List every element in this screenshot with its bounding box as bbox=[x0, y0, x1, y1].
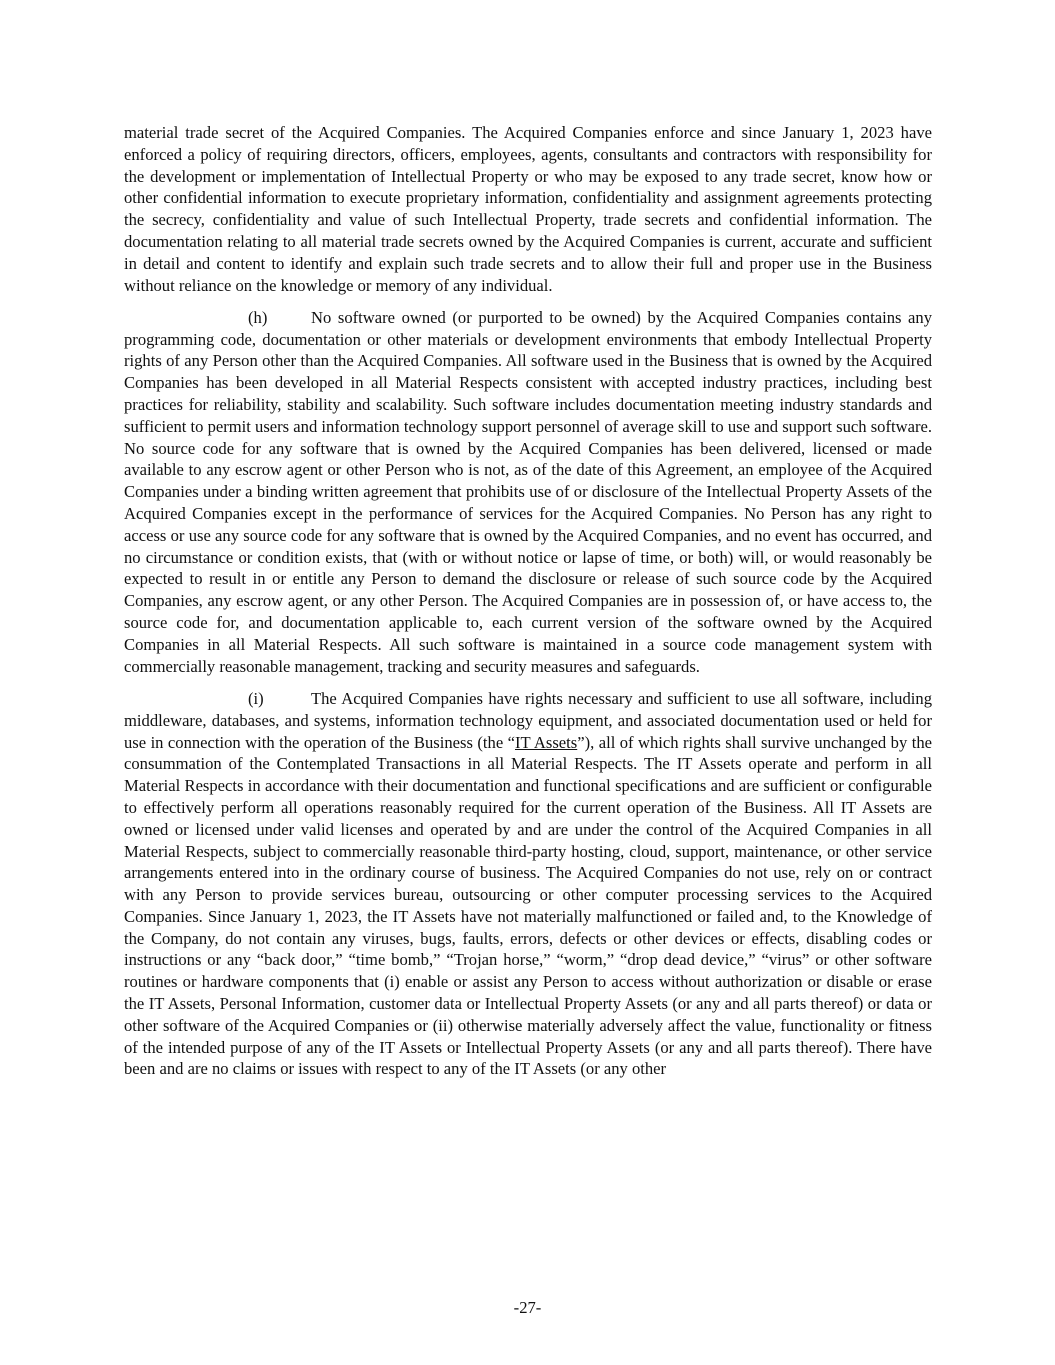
section-label-i: (i) bbox=[248, 688, 264, 708]
page-number: -27- bbox=[513, 1298, 542, 1317]
paragraph-i-text-after: ”), all of which rights shall survive unchanged by the consummation of the Contemplated Transactions in all Material Respects. The IT Assets operate and perform in all Material Respects in accordance with their documentation and functional specifications and are sufficient or configurable to effectively perform all operations reasonably required for the current operation of the Business. All IT Assets are owned or licensed under valid licenses and operated by and are under the control of the Acquired Companies in all Material Respects, subject to commercially reasonable third-party hosting, cloud, support, maintenance, or other service arrangements entered into in the ordinary course of business. The Acquired Companies do not use, rely on or contract with any Person to provide services bureau, outsourcing or other computer processing services to the Acquired Companies. Since January 1, 2023, the IT Assets have not materially malfunctioned or failed and, to the Knowledge of the Company, do not contain any viruses, bugs, faults, errors, defects or other devices or effects, disabling codes or instructions or any “back door,” “time bomb,” “Trojan horse,” “worm,” “drop dead device,” “virus” or other software routines or hardware components that (i) enable or assist any Person to access without authorization or disable or erase the IT Assets, Personal Information, customer data or Intellectual Property Assets (or any and all parts thereof) or data or other software of the Acquired Companies or (ii) otherwise materially adversely affect the value, functionality or fitness of the intended purpose of any of the IT Assets or Intellectual Property Assets (or any and all parts thereof). There have been and are no claims or issues with respect to any of the IT Assets (or any other bbox=[124, 732, 932, 1079]
paragraph-h bbox=[124, 307, 932, 678]
paragraph-h-text: No software owned (or purported to be owned) by the Acquired Companies contains any programming code, documentation or other materials or development environments that embody Intellectual Property rights of any Person other than the Acquired Companies. All software used in the Business that is owned by the Acquired Companies has been developed in all Material Respects consistent with accepted industry practices, including best practices for reliability, stability and scalability. Such software includes documentation meeting industry standards and sufficient to permit users and information technology support personnel of average skill to use and support such software. No source code for any software that is owned by the Acquired Companies has been delivered, licensed or made available to any escrow agent or other Person who is not, as of the date of this Agreement, an employee of the Acquired Companies under a binding written agreement that prohibits use of or disclosure of the Intellectual Property Assets of the Acquired Companies except in the performance of services for the Acquired Companies. No Person has any right to access or use any source code for any software that is owned by the Acquired Companies, and no event has occurred, and no circumstance or condition exists, that (with or without notice or lapse of time, or both) will, or would reasonably be expected to result in or entitle any Person to demand the disclosure or release of such source code by the Acquired Companies, any escrow agent, or any other Person. The Acquired Companies are in possession of, or have access to, the source code for, and documentation applicable to, each current version of the software owned by the Acquired Companies in all Material Respects. All such software is maintained in a source code management system with commercially reasonable management, tracking and security measures and safeguards. bbox=[124, 307, 932, 676]
section-label-h: (h) bbox=[248, 307, 268, 327]
paragraph-i bbox=[124, 688, 932, 1080]
document-page bbox=[124, 122, 932, 1091]
paragraph-g-continued: material trade secret of the Acquired Companies. The Acquired Companies enforce and since January 1, 2023 have enforced a policy of requiring directors, officers, employees, agents, consultants and contractors with responsibility for the development or implementation of Intellectual Property or who may be exposed to any trade secret, know how or other confidential information to execute proprietary information, confidentiality and assignment agreements protecting the secrecy, confidentiality and value of such Intellectual Property, trade secrets and confidential information. The documentation relating to all material trade secrets owned by the Acquired Companies is current, accurate and sufficient in detail and content to identify and explain such trade secrets and to allow their full and proper use in the Business without reliance on the knowledge or memory of any individual. bbox=[124, 123, 932, 295]
defined-term-it-assets: IT Assets bbox=[515, 732, 578, 752]
paragraph-i-text-before: The Acquired Companies have rights necessary and sufficient to use all software, including middleware, databases, and systems, information technology equipment, and associated documentation used or held for use in connection with the operation of the Business (the “ bbox=[124, 688, 932, 752]
